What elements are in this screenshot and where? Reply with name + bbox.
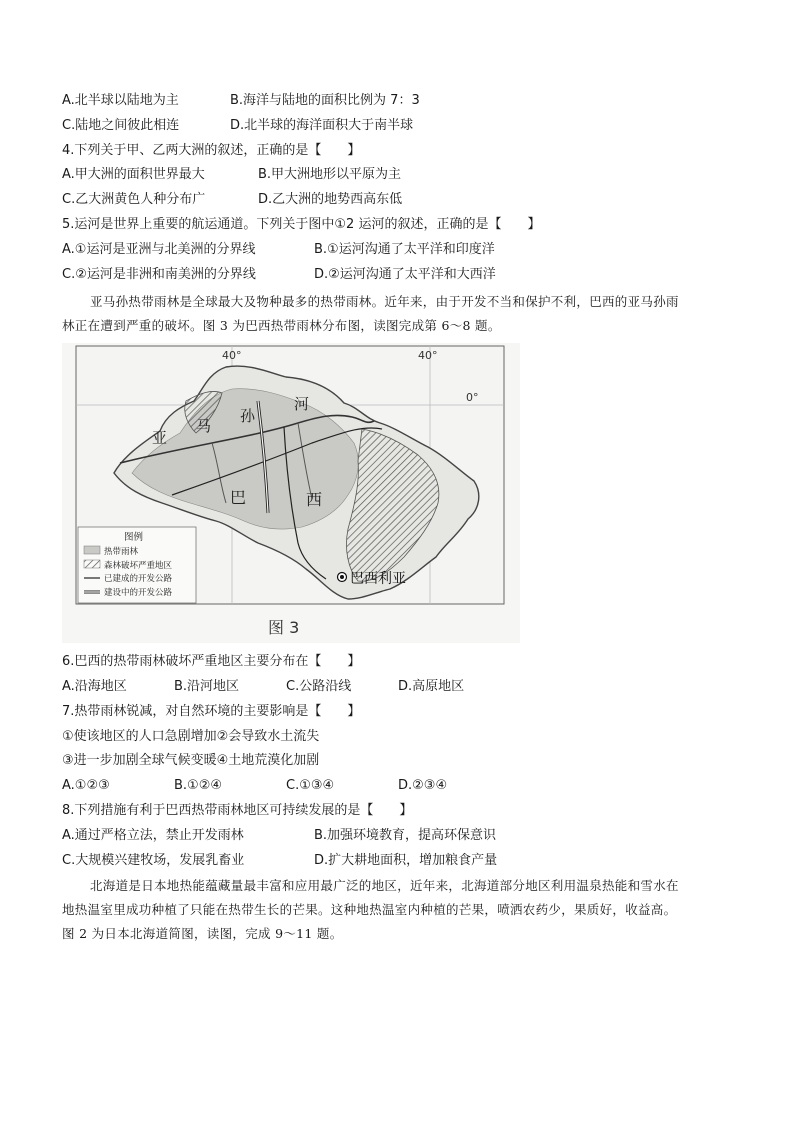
q3-option-c: C.陆地之间彼此相连 (62, 118, 180, 133)
q5-option-b: B.①运河沟通了太平洋和印度洋 (314, 242, 495, 257)
q4-option-d: D.乙大洲的地势西高东低 (258, 192, 403, 207)
q3-option-d: D.北半球的海洋面积大于南半球 (230, 118, 414, 133)
passage-hokkaido-line-1: 北海道是日本地热能蕴藏量最丰富和应用最广泛的地区，近年来，北海道部分地区利用温泉热能和雪水在 (90, 878, 679, 893)
q8-option-d: D.扩大耕地面积，增加粮食产量 (314, 853, 498, 868)
q8-option-c: C.大规模兴建牧场，发展乳畜业 (62, 853, 245, 868)
legend-swatch-rainforest (84, 546, 100, 554)
q7-option-b: B.①②④ (174, 778, 223, 793)
passage-amazon-line-1: 亚马孙热带雨林是全球最大及物种最多的热带雨林。近年来，由于开发不当和保护不利，巴西的亚马孙雨 (90, 294, 679, 309)
q6-stem: 6.巴西的热带雨林破坏严重地区主要分布在【 】 (62, 654, 361, 669)
passage-amazon (62, 290, 738, 338)
q7-option-a: A.①②③ (62, 778, 110, 793)
q5-option-d: D.②运河沟通了太平洋和大西洋 (314, 267, 496, 282)
legend-label-highway-built: 已建成的开发公路 (104, 574, 173, 584)
passage-hokkaido-line-2: 地热温室里成功种植了只能在热带生长的芒果。这种地热温室内种植的芒果，喷洒农药少，果质好，收益高。 (62, 902, 677, 917)
legend-label-highway-planned: 建设中的开发公路 (104, 588, 173, 598)
q8-stem: 8.下列措施有利于巴西热带雨林地区可持续发展的是【 】 (62, 803, 413, 818)
q5-option-c: C.②运河是非洲和南美洲的分界线 (62, 267, 256, 282)
q7-statement-1: ①使该地区的人口急剧增加②会导致水土流失 (62, 729, 320, 744)
passage-amazon-line-2: 林正在遭到严重的破坏。图 3 为巴西热带雨林分布图，读图完成第 6～8 题。 (62, 318, 501, 333)
passage-hokkaido-line-3: 图 2 为日本北海道简图，读图，完成 9～11 题。 (62, 926, 343, 941)
q3-option-a: A.北半球以陆地为主 (62, 93, 179, 108)
legend-swatch-deforestation (84, 560, 100, 568)
q6-option-a: A.沿海地区 (62, 679, 127, 694)
country-char-2: 西 (306, 490, 323, 509)
passage-hokkaido (62, 874, 738, 946)
figure-caption: 图 3 (268, 618, 300, 637)
q7-statement-2: ③进一步加剧全球气候变暖④土地荒漠化加剧 (62, 753, 320, 768)
river-char-2: 马 (196, 417, 212, 435)
map-svg (62, 343, 520, 643)
q6-option-b: B.沿河地区 (174, 679, 240, 694)
q7-option-c: C.①③④ (286, 778, 335, 793)
capital-label: 巴西利亚 (350, 571, 406, 587)
q8-option-b: B.加强环境教育，提高环保意识 (314, 828, 497, 843)
q7-option-d: D.②③④ (398, 778, 448, 793)
figure-brazil-rainforest-map (62, 343, 520, 643)
river-char-1: 亚 (152, 429, 168, 447)
q4-option-a: A.甲大洲的面积世界最大 (62, 167, 205, 182)
legend-label-rainforest: 热带雨林 (104, 547, 139, 557)
legend-label-deforestation: 森林破坏严重地区 (104, 561, 173, 571)
country-char-1: 巴 (230, 488, 247, 507)
q7-stem: 7.热带雨林锐减，对自然环境的主要影响是【 】 (62, 704, 361, 719)
lon-label-right: 40° (418, 349, 438, 362)
river-char-3: 孙 (240, 407, 256, 425)
legend-title: 图例 (124, 532, 144, 543)
q4-stem: 4.下列关于甲、乙两大洲的叙述，正确的是【 】 (62, 143, 361, 158)
lon-label-left: 40° (222, 349, 242, 362)
q3-option-b: B.海洋与陆地的面积比例为 7：3 (230, 93, 420, 108)
q5-stem: 5.运河是世界上重要的航运通道。下列关于图中①2 运河的叙述，正确的是【 】 (62, 217, 541, 232)
q8-option-a: A.通过严格立法，禁止开发雨林 (62, 828, 244, 843)
q5-option-a: A.①运河是亚洲与北美洲的分界线 (62, 242, 256, 257)
q6-option-d: D.高原地区 (398, 679, 465, 694)
q6-option-c: C.公路沿线 (286, 679, 352, 694)
q4-option-b: B.甲大洲地形以平原为主 (258, 167, 402, 182)
capital-marker-dot (340, 575, 344, 579)
river-char-4: 河 (294, 395, 310, 413)
q4-option-c: C.乙大洲黄色人种分布广 (62, 192, 206, 207)
lat-label: 0° (466, 391, 479, 404)
